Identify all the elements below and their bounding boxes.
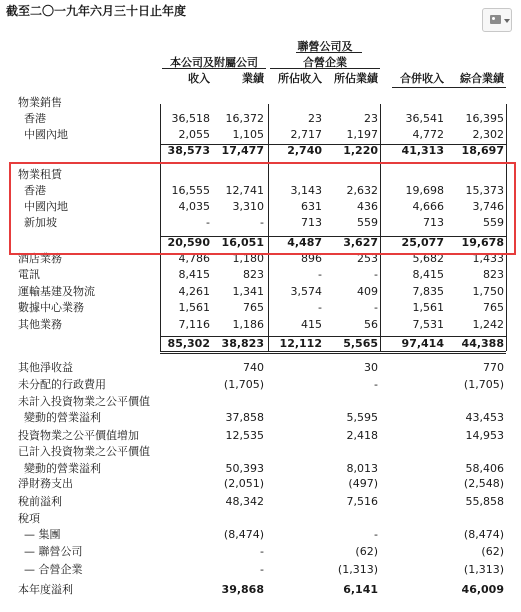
table-cell: 896 <box>301 252 322 265</box>
table-cell: 4,772 <box>412 128 444 141</box>
table-cell: 7,531 <box>412 318 444 331</box>
row-label: 稅前溢利 <box>18 495 62 508</box>
table-cell: (62) <box>355 545 378 558</box>
table-cell: 4,786 <box>178 252 210 265</box>
row-label: 本年度溢利 <box>18 583 73 596</box>
table-cell: 3,310 <box>232 200 264 213</box>
table-cell: 17,477 <box>221 144 264 157</box>
chevron-down-icon <box>504 19 510 23</box>
table-cell: - <box>260 563 264 576</box>
header-group-company: 本公司及附屬公司 <box>170 56 258 69</box>
table-cell: - <box>260 216 264 229</box>
row-label: 物業租賃 <box>18 168 62 181</box>
row-label: 變動的營業溢利 <box>24 411 101 424</box>
table-cell: 44,388 <box>461 337 504 350</box>
table-cell: 55,858 <box>465 495 504 508</box>
table-cell: 1,186 <box>232 318 264 331</box>
row-label: 物業銷售 <box>18 96 62 109</box>
row-label: — 集團 <box>24 528 61 541</box>
row-label: 香港 <box>24 184 46 197</box>
row-label: 已計入投資物業之公平價值 <box>18 445 150 458</box>
table-cell: 8,415 <box>412 268 444 281</box>
table-cell: - <box>318 301 322 314</box>
table-cell: 5,682 <box>412 252 444 265</box>
row-label: 運輸基建及物流 <box>18 285 95 298</box>
header-jv-line1: 聯營公司及 <box>297 40 353 53</box>
table-cell: 38,573 <box>167 144 210 157</box>
table-cell: - <box>260 545 264 558</box>
table-cell: 2,418 <box>346 429 378 442</box>
row-label: 新加坡 <box>24 216 57 229</box>
row-label: 未分配的行政費用 <box>18 378 106 391</box>
table-cell: 19,678 <box>461 236 504 249</box>
table-cell: 16,051 <box>221 236 264 249</box>
row-label: 其他業務 <box>18 318 62 331</box>
header-jv-line2: 合營企業 <box>303 56 347 69</box>
table-cell: 1,750 <box>472 285 504 298</box>
table-cell: 23 <box>308 112 322 125</box>
table-cell: 2,740 <box>287 144 322 157</box>
table-cell: 253 <box>357 252 378 265</box>
table-cell: 8,013 <box>346 462 378 475</box>
table-cell: 25,077 <box>401 236 444 249</box>
row-label: 稅項 <box>18 512 40 525</box>
table-cell: 409 <box>357 285 378 298</box>
table-cell: - <box>374 268 378 281</box>
table-cell: - <box>374 378 378 391</box>
table-cell: (1,705) <box>463 378 504 391</box>
table-cell: 56 <box>364 318 378 331</box>
header-results: 業績 <box>242 72 264 85</box>
table-cell: 4,261 <box>178 285 210 298</box>
table-cell: 7,516 <box>346 495 378 508</box>
table-cell: (1,705) <box>223 378 264 391</box>
row-label: 中國內地 <box>24 128 68 141</box>
header-combined-revenue: 合併收入 <box>400 72 444 85</box>
table-cell: 8,415 <box>178 268 210 281</box>
table-cell: 30 <box>364 361 378 374</box>
table-cell: 2,632 <box>346 184 378 197</box>
table-cell: 415 <box>301 318 322 331</box>
row-label: 酒店業務 <box>18 252 62 265</box>
table-cell: 3,143 <box>290 184 322 197</box>
table-cell: 58,406 <box>465 462 504 475</box>
table-cell: 4,487 <box>287 236 322 249</box>
table-cell: 1,433 <box>472 252 504 265</box>
table-cell: 6,141 <box>343 583 378 596</box>
table-cell: 5,595 <box>346 411 378 424</box>
table-cell: (1,313) <box>463 563 504 576</box>
table-cell: 436 <box>357 200 378 213</box>
table-cell: 20,590 <box>167 236 210 249</box>
table-cell: 12,741 <box>225 184 264 197</box>
table-cell: - <box>374 528 378 541</box>
table-cell: 16,555 <box>171 184 210 197</box>
row-label: 中國內地 <box>24 200 68 213</box>
table-cell: 823 <box>243 268 264 281</box>
table-cell: 97,414 <box>401 337 444 350</box>
table-cell: 38,823 <box>221 337 264 350</box>
header-combined-results: 綜合業績 <box>460 72 504 85</box>
table-cell: 16,395 <box>465 112 504 125</box>
table-cell: 1,220 <box>343 144 378 157</box>
table-cell: 1,561 <box>178 301 210 314</box>
table-cell: - <box>318 268 322 281</box>
table-cell: 5,565 <box>343 337 378 350</box>
table-cell: 1,341 <box>232 285 264 298</box>
table-cell: 4,666 <box>412 200 444 213</box>
row-label: — 合營企業 <box>24 563 83 576</box>
table-cell: 18,697 <box>461 144 504 157</box>
table-cell: (2,051) <box>223 477 264 490</box>
row-label: 投資物業之公平價值增加 <box>18 429 139 442</box>
row-label: 未計入投資物業之公平價值 <box>18 395 150 408</box>
table-cell: 46,009 <box>461 583 504 596</box>
table-cell: 12,535 <box>225 429 264 442</box>
table-cell: - <box>374 301 378 314</box>
table-cell: 43,453 <box>465 411 504 424</box>
table-cell: 765 <box>243 301 264 314</box>
table-cell: 1,561 <box>412 301 444 314</box>
row-label: 香港 <box>24 112 46 125</box>
table-cell: 740 <box>243 361 264 374</box>
table-cell: 765 <box>483 301 504 314</box>
table-cell: 713 <box>423 216 444 229</box>
image-options-button[interactable] <box>482 8 512 32</box>
table-cell: 2,055 <box>178 128 210 141</box>
table-cell: 7,116 <box>178 318 210 331</box>
table-cell: 23 <box>364 112 378 125</box>
table-cell: 2,717 <box>290 128 322 141</box>
table-cell: 85,302 <box>167 337 210 350</box>
table-cell: 4,035 <box>178 200 210 213</box>
table-cell: (1,313) <box>337 563 378 576</box>
table-cell: 50,393 <box>225 462 264 475</box>
table-cell: 823 <box>483 268 504 281</box>
table-cell: (62) <box>481 545 504 558</box>
table-cell: 1,105 <box>232 128 264 141</box>
table-cell: 631 <box>301 200 322 213</box>
row-label: 電訊 <box>18 268 40 281</box>
table-cell: (8,474) <box>223 528 264 541</box>
header-revenue: 收入 <box>188 72 210 85</box>
table-cell: 36,541 <box>405 112 444 125</box>
statement-title: 截至二〇一九年六月三十日止年度 <box>6 4 187 18</box>
table-cell: (497) <box>348 477 378 490</box>
row-label: 其他淨收益 <box>18 361 73 374</box>
table-cell: 41,313 <box>401 144 444 157</box>
row-label: 淨財務支出 <box>18 477 73 490</box>
table-cell: 3,746 <box>472 200 504 213</box>
table-cell: (8,474) <box>463 528 504 541</box>
row-label: 變動的營業溢利 <box>24 462 101 475</box>
table-cell: 48,342 <box>225 495 264 508</box>
row-label: — 聯營公司 <box>24 545 83 558</box>
table-cell: 19,698 <box>405 184 444 197</box>
table-cell: 1,180 <box>232 252 264 265</box>
table-cell: 15,373 <box>465 184 504 197</box>
table-cell: 3,627 <box>343 236 378 249</box>
table-cell: 7,835 <box>412 285 444 298</box>
table-cell: 713 <box>301 216 322 229</box>
table-cell: 36,518 <box>171 112 210 125</box>
table-cell: 16,372 <box>225 112 264 125</box>
table-cell: - <box>206 216 210 229</box>
row-label: 數據中心業務 <box>18 301 84 314</box>
table-cell: 1,242 <box>472 318 504 331</box>
highlight-box <box>9 162 516 255</box>
table-cell: 39,868 <box>221 583 264 596</box>
header-share-results: 所佔業績 <box>334 72 378 85</box>
table-cell: (2,548) <box>463 477 504 490</box>
table-cell: 770 <box>483 361 504 374</box>
table-cell: 559 <box>357 216 378 229</box>
table-cell: 37,858 <box>225 411 264 424</box>
table-cell: 3,574 <box>290 285 322 298</box>
header-share-revenue: 所佔收入 <box>278 72 322 85</box>
table-cell: 559 <box>483 216 504 229</box>
table-cell: 12,112 <box>279 337 322 350</box>
table-cell: 2,302 <box>472 128 504 141</box>
table-cell: 1,197 <box>346 128 378 141</box>
table-cell: 14,953 <box>465 429 504 442</box>
